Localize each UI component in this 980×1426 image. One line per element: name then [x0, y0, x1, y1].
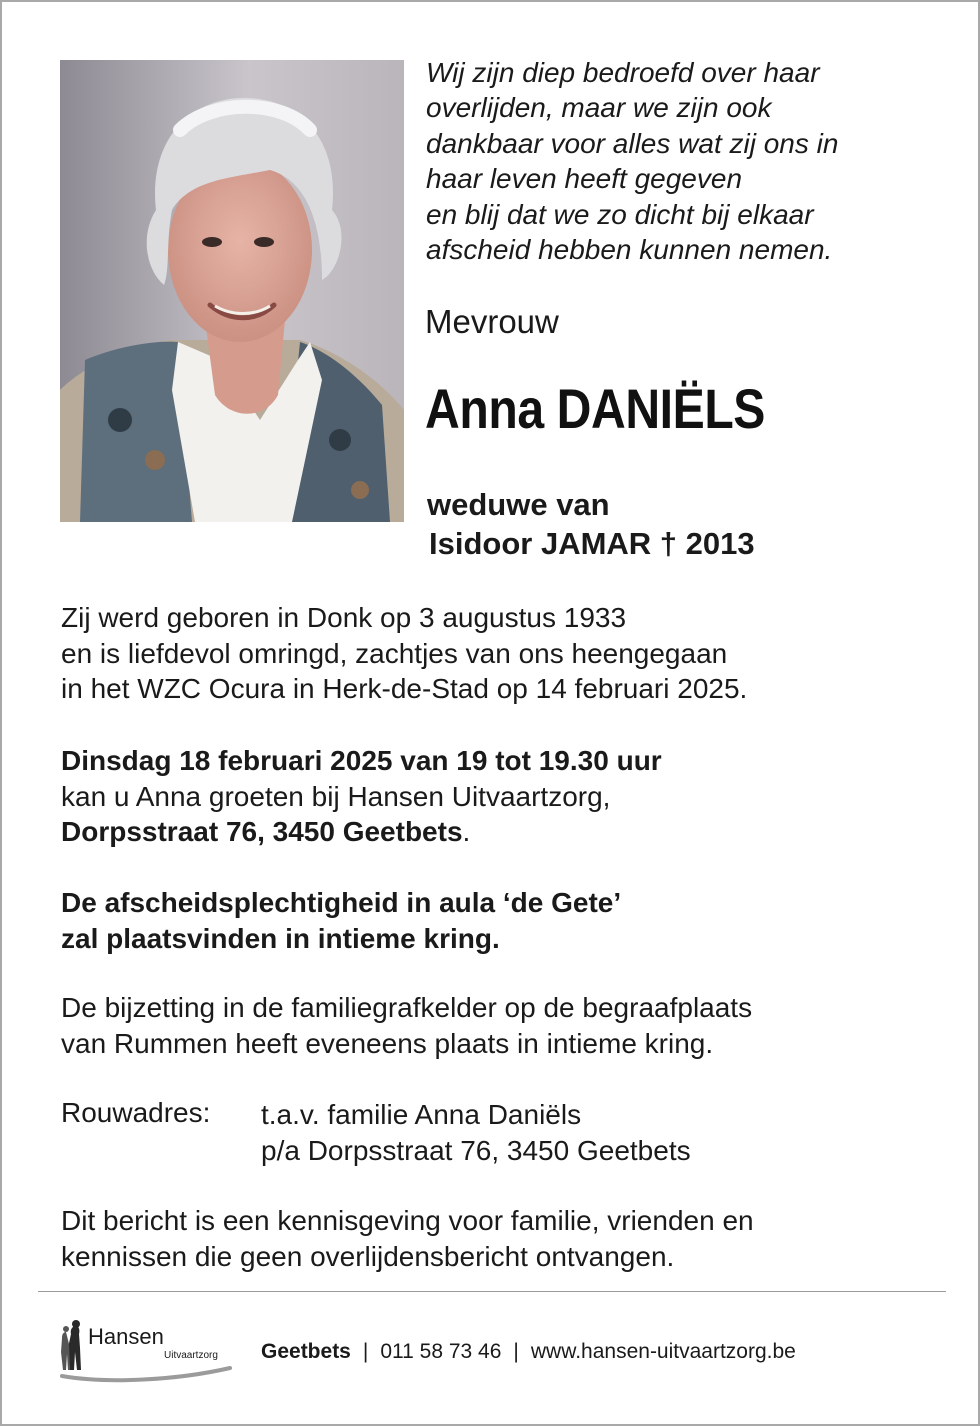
ceremony-paragraph — [61, 885, 941, 956]
text-line: Zij werd geboren in Donk op 3 augustus 1933 — [61, 602, 627, 633]
separator: | — [362, 1340, 369, 1363]
salutation: Mevrouw — [425, 303, 559, 340]
burial-paragraph — [61, 990, 941, 1061]
footer-city: Geetbets — [261, 1340, 351, 1363]
text-line: zal plaatsvinden in intieme kring. — [61, 922, 500, 954]
poem-line: en blij dat we zo dicht bij elkaar — [426, 198, 814, 230]
address-line: t.a.v. familie Anna Daniëls — [261, 1099, 582, 1130]
text-line: van Rummen heeft eveneens plaats in intieme kring. — [61, 1027, 714, 1059]
footer-contact — [261, 1340, 796, 1364]
widow-line: weduwe van — [427, 487, 610, 522]
poem-line: Wij zijn diep bedroefd over haar — [426, 57, 820, 88]
funeral-home-logo — [58, 1318, 238, 1388]
separator: | — [513, 1340, 519, 1363]
spouse-name: Isidoor JAMAR † 2013 — [429, 526, 755, 561]
logo-subtitle: Uitvaartzorg — [164, 1350, 218, 1361]
poem-line: overlijden, maar we zijn ook — [426, 92, 772, 124]
footer-phone[interactable]: 011 58 73 46 — [380, 1340, 502, 1363]
footer-website[interactable]: www.hansen-uitvaartzorg.be — [530, 1340, 796, 1363]
portrait-photo — [60, 60, 404, 522]
text-line: De afscheidsplechtigheid in aula ‘de Gete’ — [61, 887, 622, 918]
widow-block — [427, 485, 755, 563]
text-line: De bijzetting in de familiegrafkelder op de begraafplaats — [61, 992, 753, 1023]
footer-divider — [38, 1291, 946, 1292]
visitation-address: Dorpsstraat 76, 3450 Geetbets — [61, 816, 463, 847]
visitation-paragraph — [61, 743, 941, 850]
poem-line: dankbaar voor alles wat zij ons in — [426, 127, 839, 159]
logo-name: Hansen — [88, 1324, 164, 1349]
text-line: Dit bericht is een kennisgeving voor familie, vrienden en — [61, 1205, 754, 1236]
mourning-address — [261, 1097, 691, 1168]
deceased-name: Anna DANIËLS — [425, 377, 766, 440]
visitation-text: kan u Anna groeten bij Hansen Uitvaartzorg, — [61, 780, 611, 812]
mourning-address-label: Rouwadres: — [61, 1097, 211, 1128]
text-line: kennissen die geen overlijdensbericht ontvangen. — [61, 1240, 675, 1272]
birth-paragraph — [61, 600, 941, 707]
address-line: p/a Dorpsstraat 76, 3450 Geetbets — [261, 1134, 691, 1166]
notice-paragraph — [61, 1203, 941, 1274]
poem-line: haar leven heeft gegeven — [426, 163, 743, 195]
visitation-address-suffix: . — [462, 816, 471, 847]
visitation-date: Dinsdag 18 februari 2025 van 19 tot 19.30 uur — [61, 745, 662, 776]
text-line: en is liefdevol omringd, zachtjes van ons heengegaan — [61, 637, 728, 669]
poem — [426, 55, 966, 267]
poem-line: afscheid hebben kunnen nemen. — [426, 234, 833, 266]
text-line: in het WZC Ocura in Herk-de-Stad op 14 februari 2025. — [61, 673, 748, 704]
